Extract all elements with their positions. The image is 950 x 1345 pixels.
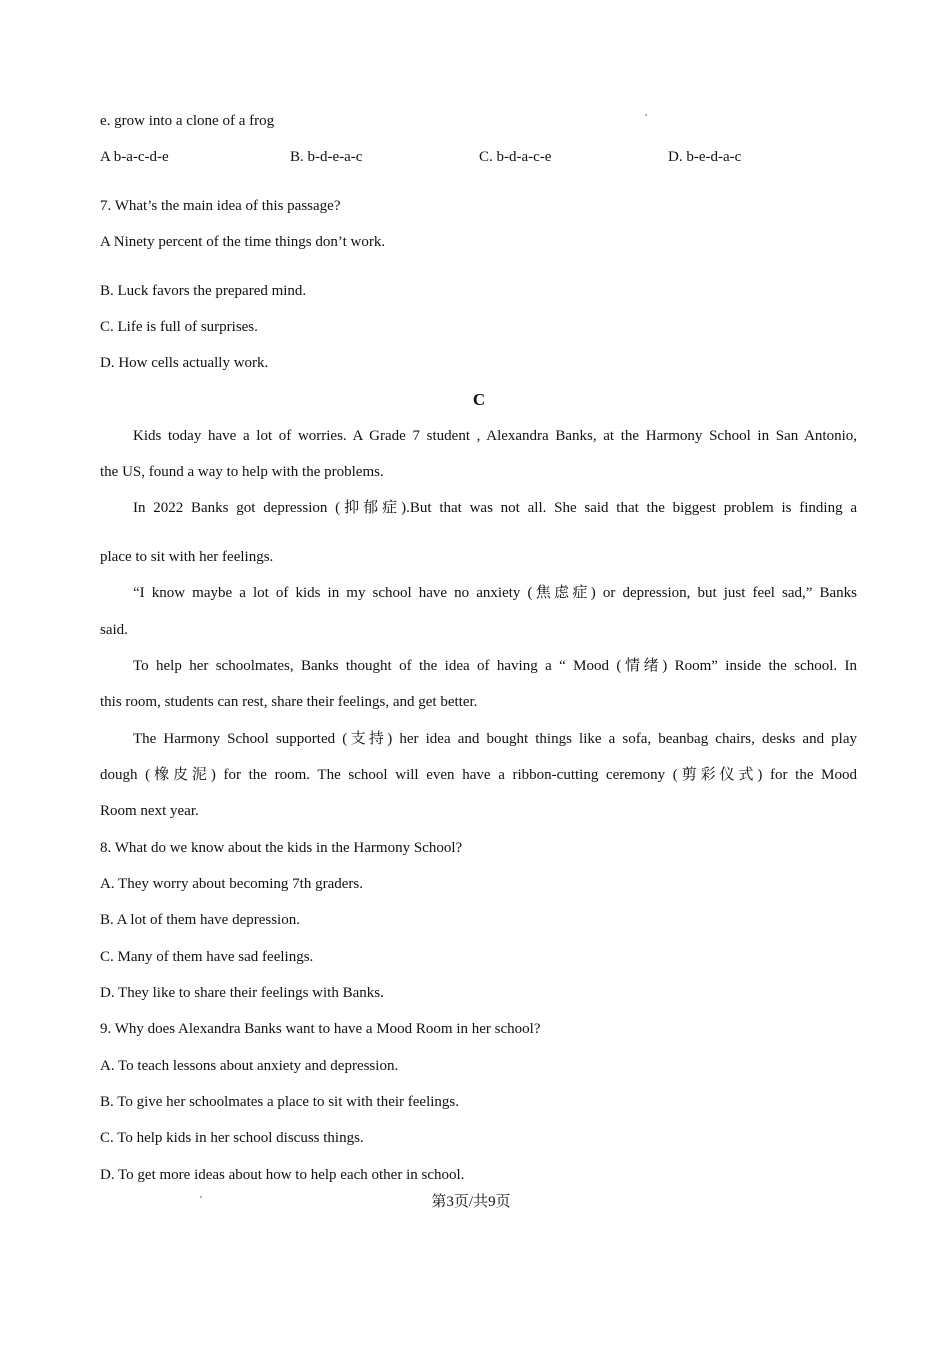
q9-choice-d: D. To get more ideas about how to help each other in school. (100, 1167, 465, 1183)
q6-option-e: e. grow into a clone of a frog (100, 113, 275, 129)
passage-p5-line1: The Harmony School supported (支持) her idea and bought things like a sofa, beanbag chairs, desks and play (133, 731, 857, 747)
q8-question: 8. What do we know about the kids in the Harmony School? (100, 840, 463, 856)
passage-p2-line1: In 2022 Banks got depression (抑郁症).But that was not all. She said that the biggest problem is finding a (133, 500, 857, 516)
q9-choice-c: C. To help kids in her school discuss things. (100, 1130, 364, 1146)
q6-choice-a: A b-a-c-d-e (100, 149, 169, 165)
q6-choice-d: D. b-e-d-a-c (668, 149, 742, 165)
q9-question: 9. Why does Alexandra Banks want to have a Mood Room in her school? (100, 1021, 541, 1037)
q6-choice-b: B. b-d-e-a-c (290, 149, 363, 165)
passage-p3-line1: “I know maybe a lot of kids in my school have no anxiety (焦虑症) or depression, but just feel sad,” Banks (133, 585, 857, 601)
q8-choice-d: D. They like to share their feelings with Banks. (100, 985, 384, 1001)
q7-question: 7. What’s the main idea of this passage? (100, 198, 341, 214)
passage-p1-line1: Kids today have a lot of worries. A Grade 7 student , Alexandra Banks, at the Harmony School in San Antonio, (133, 428, 857, 444)
q7-choice-a: A Ninety percent of the time things don’t work. (100, 234, 386, 250)
passage-p1-line2: the US, found a way to help with the problems. (100, 464, 384, 480)
section-heading: C (472, 390, 486, 409)
page-number: 第3页/共9页 (431, 1194, 511, 1210)
passage-p4-line1: To help her schoolmates, Banks thought of the idea of having a “ Mood (情绪) Room” inside the school. In (133, 658, 857, 674)
scan-dot (645, 114, 647, 116)
passage-p2-line2: place to sit with her feelings. (100, 549, 274, 565)
passage-p3-line2: said. (100, 622, 128, 638)
q7-choice-c: C. Life is full of surprises. (100, 319, 258, 335)
q9-choice-a: A. To teach lessons about anxiety and depression. (100, 1058, 399, 1074)
q8-choice-b: B. A lot of them have depression. (100, 912, 300, 928)
q7-choice-d: D. How cells actually work. (100, 355, 269, 371)
q6-choice-c: C. b-d-a-c-e (479, 149, 552, 165)
passage-p4-line2: this room, students can rest, share their feelings, and get better. (100, 694, 478, 710)
q8-choice-a: A. They worry about becoming 7th graders. (100, 876, 363, 892)
passage-p5-line3: Room next year. (100, 803, 199, 819)
q9-choice-b: B. To give her schoolmates a place to sit with their feelings. (100, 1094, 460, 1110)
passage-p5-line2: dough (橡皮泥) for the room. The school will even have a ribbon-cutting ceremony (剪彩仪式) for the Mood (100, 767, 857, 783)
q7-choice-b: B. Luck favors the prepared mind. (100, 283, 307, 299)
q8-choice-c: C. Many of them have sad feelings. (100, 949, 314, 965)
